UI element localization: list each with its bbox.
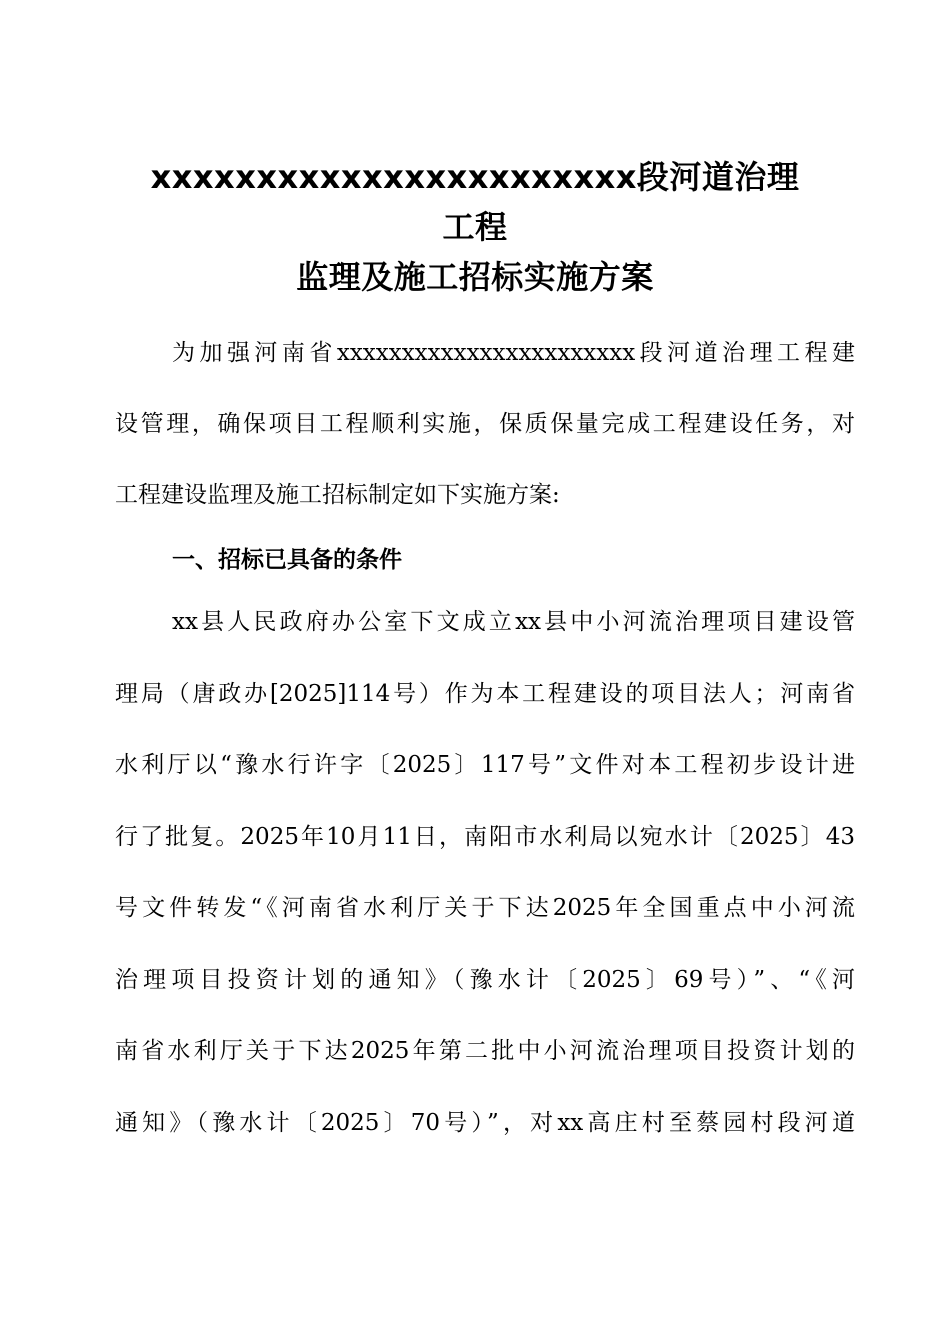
document-title-line-1: xxxxxxxxxxxxxxxxxxxxxxx段河道治理 <box>150 158 800 196</box>
document-title-line-3: 监理及施工招标实施方案 <box>296 258 654 296</box>
section-paragraph-line: 理局（唐政办[2025]114号）作为本工程建设的项目法人；河南省 <box>115 681 855 707</box>
document-title-line-2: 工程 <box>442 208 508 246</box>
section-paragraph-line: xx县人民政府办公室下文成立xx县中小河流治理项目建设管 <box>172 609 855 635</box>
section-paragraph-line: 行了批复。2025年10月11日，南阳市水利局以宛水计〔2025〕43 <box>115 824 855 850</box>
intro-paragraph-line: 工程建设监理及施工招标制定如下实施方案: <box>115 482 560 508</box>
intro-paragraph-line: 为加强河南省xxxxxxxxxxxxxxxxxxxxxxx段河道治理工程建 <box>172 340 855 366</box>
section-paragraph-line: 水利厅以“豫水行许字〔2025〕117号”文件对本工程初步设计进 <box>115 752 855 778</box>
section-paragraph-line: 治理项目投资计划的通知》（豫水计〔2025〕69号）”、“《河 <box>115 967 855 993</box>
section-paragraph-line: 通知》（豫水计〔2025〕70号）”，对xx高庄村至蔡园村段河道 <box>115 1110 855 1136</box>
intro-paragraph-line: 设管理，确保项目工程顺利实施，保质保量完成工程建设任务，对 <box>115 411 855 437</box>
section-paragraph-line: 南省水利厅关于下达2025年第二批中小河流治理项目投资计划的 <box>115 1038 855 1064</box>
section-heading: 一、招标已具备的条件 <box>172 547 402 573</box>
section-paragraph-line: 号文件转发“《河南省水利厅关于下达2025年全国重点中小河流 <box>115 895 855 921</box>
